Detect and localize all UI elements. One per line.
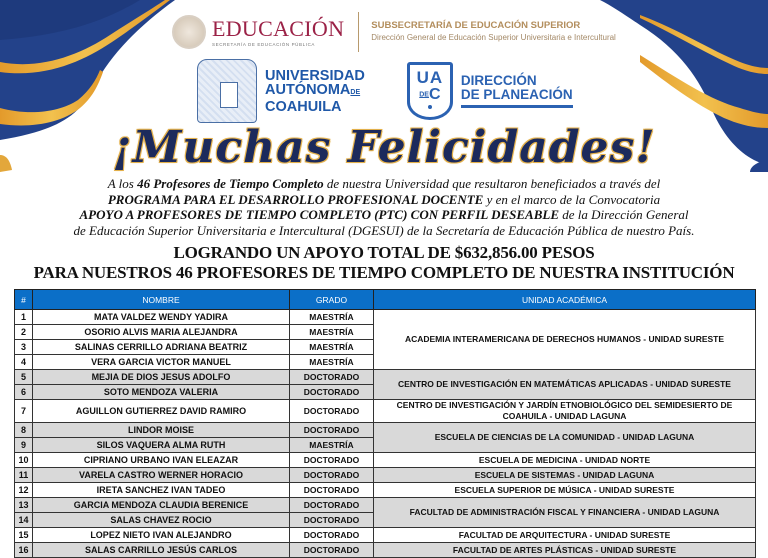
- row-number: 9: [15, 438, 33, 453]
- shield-dec: [419, 86, 440, 103]
- university-name-line3: COAHUILA: [265, 98, 342, 115]
- row-unit: FACULTAD DE ADMINISTRACIÓN FISCAL Y FINANCIERA - UNIDAD LAGUNA: [374, 498, 756, 528]
- row-name: GARCIA MENDOZA CLAUDIA BERENICE: [33, 498, 290, 513]
- uadec-shield-icon: [407, 62, 453, 120]
- subsecretaria-title: SUBSECRETARÍA DE EDUCACIÓN SUPERIOR: [371, 20, 581, 31]
- row-degree: DOCTORADO: [290, 528, 374, 543]
- row-number: 2: [15, 325, 33, 340]
- col-header-number: #: [15, 290, 33, 310]
- total-line-2: PARA NUESTROS 46 PROFESORES DE TIEMPO COMPLETO DE NUESTRA INSTITUCIÓN: [33, 263, 735, 282]
- col-header-unit: UNIDAD ACADÉMICA: [374, 290, 756, 310]
- row-name: SILOS VAQUERA ALMA RUTH: [33, 438, 290, 453]
- shield-c: C: [428, 86, 441, 103]
- shield-ua: UA: [416, 68, 444, 87]
- professors-table: [14, 289, 756, 558]
- university-name-line2-text: AUTÓNOMA: [265, 81, 351, 98]
- row-number: 10: [15, 453, 33, 468]
- intro-text: de nuestra Universidad que resultaron beneficiados a través del: [323, 176, 661, 191]
- program-name: PROGRAMA PARA EL DESARROLLO PROFESIONAL DOCENTE: [107, 191, 484, 207]
- row-degree: DOCTORADO: [290, 543, 374, 558]
- row-number: 1: [15, 310, 33, 325]
- row-number: 7: [15, 400, 33, 423]
- table-row: [15, 310, 756, 325]
- intro-line-2: [20, 192, 748, 208]
- table-row: [15, 468, 756, 483]
- row-number: 13: [15, 498, 33, 513]
- total-line-1: LOGRANDO UN APOYO TOTAL DE $632,856.00 PESOS: [173, 243, 595, 262]
- row-degree: DOCTORADO: [290, 498, 374, 513]
- intro-emphasis: 46 Profesores de Tiempo Completo: [137, 176, 324, 191]
- row-degree: MAESTRÍA: [290, 310, 374, 325]
- row-name: SALINAS CERRILLO ADRIANA BEATRIZ: [33, 340, 290, 355]
- row-degree: DOCTORADO: [290, 385, 374, 400]
- row-unit: ESCUELA DE CIENCIAS DE LA COMUNIDAD - UNIDAD LAGUNA: [374, 423, 756, 453]
- row-number: 11: [15, 468, 33, 483]
- shield-dot: [428, 105, 432, 109]
- row-name: VERA GARCIA VICTOR MANUEL: [33, 355, 290, 370]
- row-name: SALAS CHAVEZ ROCIO: [33, 513, 290, 528]
- row-unit: CENTRO DE INVESTIGACIÓN Y JARDÍN ETNOBIOLÓGICO DEL SEMIDESIERTO DE COAHUILA - UNIDAD LAGUNA: [374, 400, 756, 423]
- row-name: AGUILLON GUTIERREZ DAVID RAMIRO: [33, 400, 290, 423]
- intro-text: de la Dirección General: [559, 207, 689, 222]
- row-unit: ESCUELA DE SISTEMAS - UNIDAD LAGUNA: [374, 468, 756, 483]
- university-name-line2: [265, 83, 365, 100]
- row-name: OSORIO ALVIS MARIA ALEJANDRA: [33, 325, 290, 340]
- intro-text: y en el marco de la Convocatoria: [483, 191, 661, 207]
- table-row: [15, 453, 756, 468]
- row-number: 16: [15, 543, 33, 558]
- row-number: 14: [15, 513, 33, 528]
- mexico-seal-icon: [172, 15, 206, 49]
- row-degree: DOCTORADO: [290, 423, 374, 438]
- row-unit: ESCUELA DE MEDICINA - UNIDAD NORTE: [374, 453, 756, 468]
- row-name: SALAS CARRILLO JESÚS CARLOS: [33, 543, 290, 558]
- table-row: [15, 423, 756, 438]
- sep-logo: [212, 15, 345, 47]
- row-unit: ESCUELA SUPERIOR DE MÚSICA - UNIDAD SURESTE: [374, 483, 756, 498]
- planeacion-name: [461, 74, 573, 108]
- col-header-name: NOMBRE: [33, 290, 290, 310]
- row-degree: DOCTORADO: [290, 453, 374, 468]
- row-number: 12: [15, 483, 33, 498]
- planeacion-line1: DIRECCIÓN: [460, 73, 537, 88]
- university-name-de: DE: [350, 88, 361, 96]
- intro-paragraph: [20, 176, 748, 238]
- table-header-row: [15, 290, 756, 310]
- row-name: SOTO MENDOZA VALERIA: [33, 385, 290, 400]
- convocatoria-name: APOYO A PROFESORES DE TIEMPO COMPLETO (PTC) CON PERFIL DESEABLE: [79, 207, 560, 222]
- total-support-banner: [0, 243, 768, 283]
- row-name: LOPEZ NIETO IVAN ALEJANDRO: [33, 528, 290, 543]
- table-row: [15, 543, 756, 558]
- subsecretaria-subtitle: Dirección General de Educación Superior Universitaria e Intercultural: [371, 33, 616, 42]
- table-row: [15, 483, 756, 498]
- planeacion-line2: DE PLANEACIÓN: [460, 87, 573, 102]
- row-unit: ACADEMIA INTERAMERICANA DE DERECHOS HUMANOS - UNIDAD SURESTE: [374, 310, 756, 370]
- table-row: [15, 400, 756, 423]
- university-crest-icon: [197, 59, 257, 123]
- row-name: VARELA CASTRO WERNER HORACIO: [33, 468, 290, 483]
- row-degree: MAESTRÍA: [290, 438, 374, 453]
- row-degree: DOCTORADO: [290, 370, 374, 385]
- row-number: 3: [15, 340, 33, 355]
- row-name: CIPRIANO URBANO IVAN ELEAZAR: [33, 453, 290, 468]
- row-number: 4: [15, 355, 33, 370]
- row-degree: DOCTORADO: [290, 468, 374, 483]
- row-degree: DOCTORADO: [290, 513, 374, 528]
- table-row: [15, 528, 756, 543]
- sep-title: EDUCACIÓN: [212, 15, 345, 41]
- row-degree: DOCTORADO: [290, 400, 374, 423]
- row-number: 15: [15, 528, 33, 543]
- subsecretaria-block: [371, 20, 616, 44]
- row-name: LINDOR MOISE: [33, 423, 290, 438]
- row-unit: CENTRO DE INVESTIGACIÓN EN MATEMÁTICAS APLICADAS - UNIDAD SURESTE: [374, 370, 756, 400]
- table-row: [15, 370, 756, 385]
- header-divider: [358, 12, 359, 52]
- row-name: IRETA SANCHEZ IVAN TADEO: [33, 483, 290, 498]
- intro-line-3: [20, 207, 748, 223]
- row-number: 5: [15, 370, 33, 385]
- row-unit: FACULTAD DE ARQUITECTURA - UNIDAD SURESTE: [374, 528, 756, 543]
- intro-line-4: de Educación Superior Universitaria e Intercultural (DGESUI) de la Secretaría de Educación Pública de nuestro País.: [73, 222, 695, 238]
- row-degree: MAESTRÍA: [290, 340, 374, 355]
- headline: ¡Muchas Felicidades!: [112, 122, 656, 173]
- row-number: 8: [15, 423, 33, 438]
- intro-text: A los: [107, 176, 138, 191]
- col-header-degree: GRADO: [290, 290, 374, 310]
- row-degree: MAESTRÍA: [290, 355, 374, 370]
- row-number: 6: [15, 385, 33, 400]
- university-name-line1: UNIVERSIDAD: [265, 67, 365, 84]
- row-degree: MAESTRÍA: [290, 325, 374, 340]
- shield-de: DE: [419, 91, 429, 99]
- header-logos: [197, 58, 573, 124]
- university-name: [265, 69, 365, 114]
- table-row: [15, 498, 756, 513]
- header-top: [172, 10, 616, 54]
- intro-line-1: [20, 176, 748, 192]
- sep-subtitle: SECRETARÍA DE EDUCACIÓN PÚBLICA: [212, 41, 316, 47]
- row-unit: FACULTAD DE ARTES PLÁSTICAS - UNIDAD SURESTE: [374, 543, 756, 558]
- row-name: MEJIA DE DIOS JESUS ADOLFO: [33, 370, 290, 385]
- row-degree: DOCTORADO: [290, 483, 374, 498]
- row-name: MATA VALDEZ WENDY YADIRA: [33, 310, 290, 325]
